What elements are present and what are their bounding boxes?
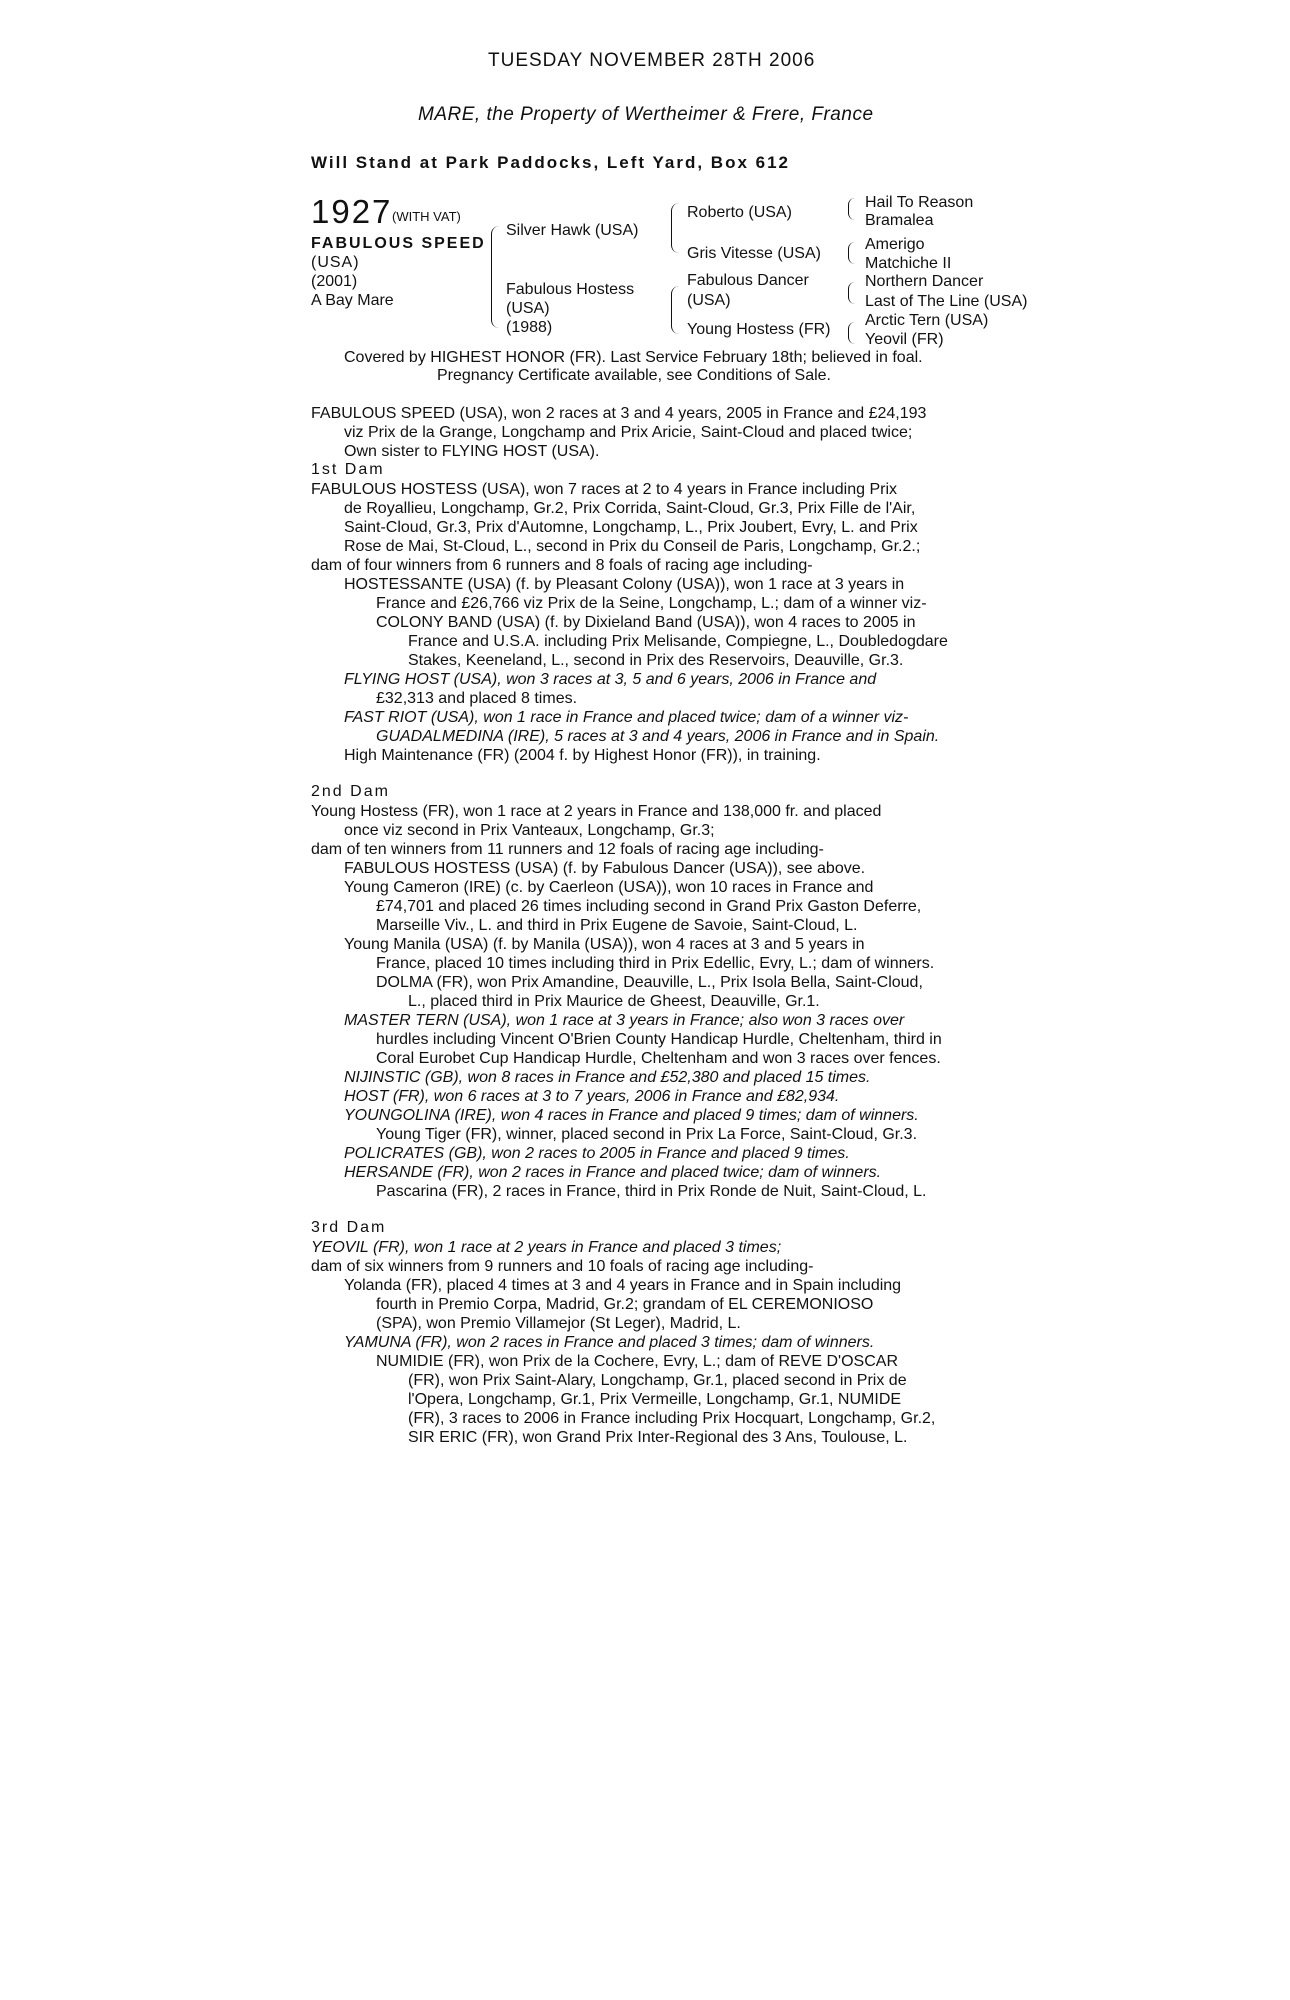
- first-dam-line: dam of four winners from 6 runners and 8 foals of racing age including-: [311, 557, 813, 574]
- second-dam-line: dam of ten winners from 11 runners and 12 foals of racing age including-: [311, 841, 824, 858]
- second-dam-line: once viz second in Prix Vanteaux, Longchamp, Gr.3;: [344, 822, 715, 839]
- pedigree-g-dsd: Last of The Line (USA): [865, 293, 1028, 310]
- second-dam-line: HERSANDE (FR), won 2 races in France and placed twice; dam of winners.: [344, 1164, 882, 1181]
- third-dam-line: YAMUNA (FR), won 2 races in France and placed 3 times; dam of winners.: [344, 1334, 875, 1351]
- first-dam-line: £32,313 and placed 8 times.: [376, 690, 578, 707]
- first-dam-line: Rose de Mai, St-Cloud, L., second in Prix du Conseil de Paris, Longchamp, Gr.2.;: [344, 538, 921, 555]
- third-dam-line: dam of six winners from 9 runners and 10 foals of racing age including-: [311, 1258, 814, 1275]
- first-dam-line: France and U.S.A. including Prix Melisande, Compiegne, L., Doubledogdare: [408, 633, 948, 650]
- pedigree-brace-ss: [848, 198, 855, 220]
- second-dam-line: FABULOUS HOSTESS (USA) (f. by Fabulous Dancer (USA)), see above.: [344, 860, 866, 877]
- first-dam-line: FAST RIOT (USA), won 1 race in France and placed twice; dam of a winner viz-: [344, 709, 909, 726]
- sale-date: TUESDAY NOVEMBER 28TH 2006: [488, 50, 816, 71]
- horse-name: FABULOUS SPEED: [311, 235, 486, 252]
- third-dam-line: NUMIDIE (FR), won Prix de la Cochere, Evry, L.; dam of REVE D'OSCAR: [376, 1353, 898, 1370]
- pedigree-dam-year: (1988): [506, 319, 553, 336]
- second-dam-line: hurdles including Vincent O'Brien County Handicap Hurdle, Cheltenham, third in: [376, 1031, 942, 1048]
- third-dam-line: Yolanda (FR), placed 4 times at 3 and 4 years in France and in Spain including: [344, 1277, 902, 1294]
- first-dam-line: Saint-Cloud, Gr.3, Prix d'Automne, Longchamp, L., Prix Joubert, Evry, L. and Prix: [344, 519, 918, 536]
- pedigree-sire-dam: Gris Vitesse (USA): [687, 245, 821, 262]
- pedigree-sire-sire: Roberto (USA): [687, 204, 792, 221]
- second-dam-line: Young Manila (USA) (f. by Manila (USA)), won 4 races at 3 and 5 years in: [344, 936, 865, 953]
- first-dam-line: High Maintenance (FR) (2004 f. by Highest Honor (FR)), in training.: [344, 747, 821, 764]
- third-dam-line: (SPA), won Premio Villamejor (St Leger), Madrid, L.: [376, 1315, 741, 1332]
- pedigree-g-dds: Arctic Tern (USA): [865, 312, 989, 329]
- pedigree-dam-sire-country: (USA): [687, 292, 731, 309]
- covered-line-1: Covered by HIGHEST HONOR (FR). Last Service February 18th; believed in foal.: [344, 349, 923, 366]
- second-dam-line: Pascarina (FR), 2 races in France, third in Prix Ronde de Nuit, Saint-Cloud, L.: [376, 1183, 927, 1200]
- first-dam-section: [311, 480, 991, 770]
- first-dam-line: FLYING HOST (USA), won 3 races at 3, 5 and 6 years, 2006 in France and: [344, 671, 877, 688]
- second-dam-heading: 2nd Dam: [311, 783, 390, 800]
- first-dam-line: GUADALMEDINA (IRE), 5 races at 3 and 4 years, 2006 in France and in Spain.: [376, 728, 940, 745]
- pedigree-g-dss: Northern Dancer: [865, 273, 984, 290]
- third-dam-line: SIR ERIC (FR), won Grand Prix Inter-Regional des 3 Ans, Toulouse, L.: [408, 1429, 908, 1446]
- second-dam-line: Marseille Viv., L. and third in Prix Eugene de Savoie, Saint-Cloud, L.: [376, 917, 858, 934]
- stand-line: Will Stand at Park Paddocks, Left Yard, Box 612: [311, 153, 790, 172]
- pedigree-brace-main: [491, 226, 500, 328]
- pedigree-g-ssd: Bramalea: [865, 212, 934, 229]
- first-dam-line: COLONY BAND (USA) (f. by Dixieland Band (USA)), won 4 races to 2005 in: [376, 614, 916, 631]
- second-dam-section: [311, 802, 991, 1202]
- pedigree-g-sss: Hail To Reason: [865, 194, 974, 211]
- first-dam-line: FABULOUS HOSTESS (USA), won 7 races at 2 to 4 years in France including Prix: [311, 481, 897, 498]
- third-dam-line: fourth in Premio Corpa, Madrid, Gr.2; grandam of EL CEREMONIOSO: [376, 1296, 874, 1313]
- horse-description: A Bay Mare: [311, 292, 394, 309]
- third-dam-line: YEOVIL (FR), won 1 race at 2 years in France and placed 3 times;: [311, 1239, 782, 1256]
- third-dam-heading: 3rd Dam: [311, 1219, 387, 1236]
- pedigree-g-ddd: Yeovil (FR): [865, 331, 944, 348]
- intro-paragraph: [311, 404, 991, 464]
- second-dam-line: NIJINSTIC (GB), won 8 races in France and £52,380 and placed 15 times.: [344, 1069, 871, 1086]
- second-dam-line: L., placed third in Prix Maurice de Gheest, Deauville, Gr.1.: [408, 993, 820, 1010]
- second-dam-line: Young Cameron (IRE) (c. by Caerleon (USA)), won 10 races in France and: [344, 879, 874, 896]
- second-dam-line: MASTER TERN (USA), won 1 race at 3 years in France; also won 3 races over: [344, 1012, 905, 1029]
- second-dam-line: Young Tiger (FR), winner, placed second in Prix La Force, Saint-Cloud, Gr.3.: [376, 1126, 918, 1143]
- pedigree-brace-sire: [671, 203, 680, 253]
- second-dam-line: POLICRATES (GB), won 2 races to 2005 in France and placed 9 times.: [344, 1145, 850, 1162]
- pedigree-dam: Fabulous Hostess: [506, 281, 635, 298]
- pedigree-dam-sire: Fabulous Dancer: [687, 272, 809, 289]
- second-dam-line: France, placed 10 times including third in Prix Edellic, Evry, L.; dam of winners.: [376, 955, 935, 972]
- property-line: MARE, the Property of Wertheimer & Frere, France: [418, 104, 874, 125]
- horse-year: (2001): [311, 273, 358, 290]
- second-dam-line: HOST (FR), won 6 races at 3 to 7 years, 2006 in France and £82,934.: [344, 1088, 840, 1105]
- first-dam-line: HOSTESSANTE (USA) (f. by Pleasant Colony (USA)), won 1 race at 3 years in: [344, 576, 905, 593]
- pedigree-g-sds: Amerigo: [865, 236, 925, 253]
- covered-line-2: Pregnancy Certificate available, see Conditions of Sale.: [437, 367, 831, 384]
- second-dam-line: Young Hostess (FR), won 1 race at 2 years in France and 138,000 fr. and placed: [311, 803, 882, 820]
- intro-line: FABULOUS SPEED (USA), won 2 races at 3 and 4 years, 2005 in France and £24,193: [311, 405, 927, 422]
- pedigree-brace-dam: [671, 286, 680, 334]
- first-dam-line: Stakes, Keeneland, L., second in Prix des Reservoirs, Deauville, Gr.3.: [408, 652, 904, 669]
- second-dam-line: DOLMA (FR), won Prix Amandine, Deauville, L., Prix Isola Bella, Saint-Cloud,: [376, 974, 923, 991]
- second-dam-line: £74,701 and placed 26 times including second in Grand Prix Gaston Deferre,: [376, 898, 922, 915]
- pedigree-brace-dd: [848, 322, 855, 344]
- lot-number: 1927: [311, 193, 393, 230]
- third-dam-section: [311, 1238, 991, 1453]
- pedigree-dam-dam: Young Hostess (FR): [687, 321, 831, 338]
- first-dam-heading: 1st Dam: [311, 461, 385, 478]
- intro-line: viz Prix de la Grange, Longchamp and Prix Aricie, Saint-Cloud and placed twice;: [344, 424, 913, 441]
- first-dam-line: France and £26,766 viz Prix de la Seine, Longchamp, L.; dam of a winner viz-: [376, 595, 927, 612]
- vat-note: (WITH VAT): [392, 209, 461, 224]
- second-dam-line: Coral Eurobet Cup Handicap Hurdle, Cheltenham and won 3 races over fences.: [376, 1050, 941, 1067]
- third-dam-line: l'Opera, Longchamp, Gr.1, Prix Vermeille, Longchamp, Gr.1, NUMIDE: [408, 1391, 902, 1408]
- intro-line: Own sister to FLYING HOST (USA).: [344, 443, 600, 460]
- second-dam-line: YOUNGOLINA (IRE), won 4 races in France and placed 9 times; dam of winners.: [344, 1107, 919, 1124]
- third-dam-line: (FR), 3 races to 2006 in France including Prix Hocquart, Longchamp, Gr.2,: [408, 1410, 936, 1427]
- first-dam-line: de Royallieu, Longchamp, Gr.2, Prix Corrida, Saint-Cloud, Gr.3, Prix Fille de l'Air,: [344, 500, 916, 517]
- pedigree-g-sdd: Matchiche II: [865, 255, 952, 272]
- third-dam-line: (FR), won Prix Saint-Alary, Longchamp, Gr.1, placed second in Prix de: [408, 1372, 907, 1389]
- pedigree-dam-country: (USA): [506, 300, 550, 317]
- horse-country: (USA): [311, 254, 360, 271]
- pedigree-brace-ds: [848, 282, 855, 304]
- pedigree-sire: Silver Hawk (USA): [506, 222, 639, 239]
- pedigree-brace-sd: [848, 242, 855, 264]
